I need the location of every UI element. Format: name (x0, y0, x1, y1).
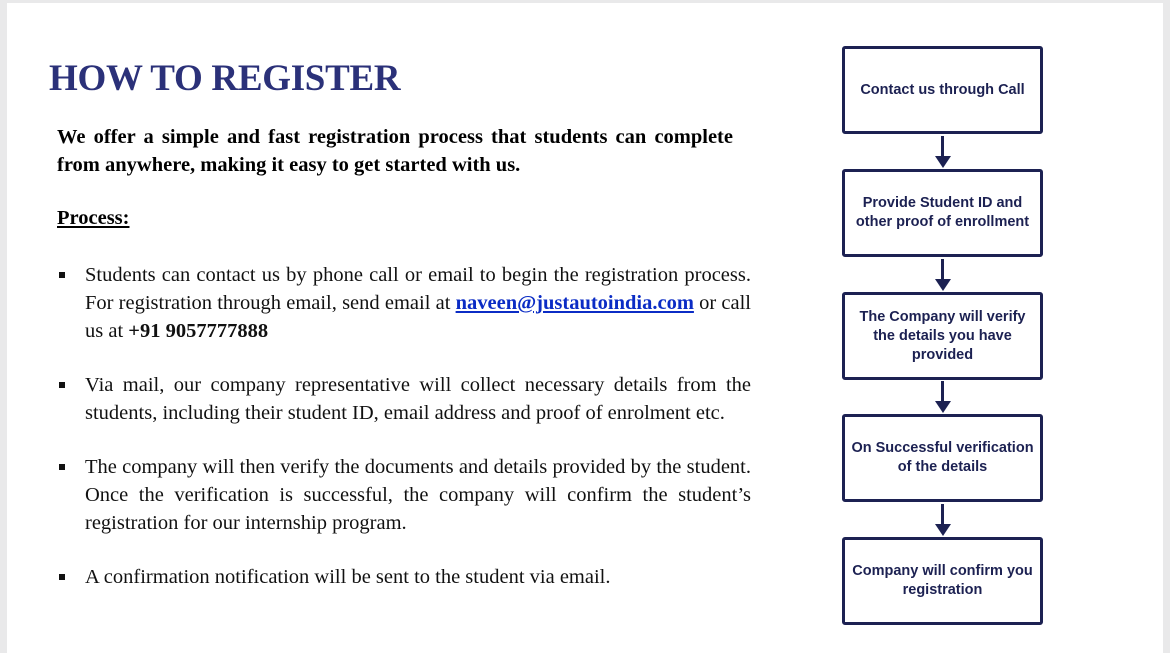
phone-number: +91 9057777888 (128, 320, 269, 342)
registration-flowchart (7, 3, 1163, 653)
down-arrow-icon (933, 381, 953, 415)
flow-step-contact: Contact us through Call (842, 46, 1043, 134)
bullet-text: Students can contact us by phone call or email to begin the registration process. For registration through email, send email at (85, 264, 751, 314)
down-arrow-icon (933, 136, 953, 170)
process-heading: Process: (57, 207, 130, 229)
bullet-text: or call us at (85, 292, 751, 342)
bullet-text: The company will then verify the documents and details provided by the student. Once the verification is successful, the company will confirm the student’s registration for our internship program. (85, 456, 751, 534)
flow-step-successful: On Successful verification of the details (842, 414, 1043, 502)
down-arrow-icon (933, 504, 953, 538)
flow-step-provide-id: Provide Student ID and other proof of enrollment (842, 169, 1043, 257)
down-arrow-icon (933, 259, 953, 293)
bullet-text: A confirmation notification will be sent to the student via email. (85, 566, 611, 588)
page-title: HOW TO REGISTER (49, 58, 401, 99)
flow-step-confirm: Company will confirm you registration (842, 537, 1043, 625)
bullet-text: Via mail, our company representative will collect necessary details from the students, including their student ID, email address and proof of enrolment etc. (85, 374, 751, 424)
flow-step-verify: The Company will verify the details you have provided (842, 292, 1043, 380)
email-link[interactable]: naveen@justautoindia.com (455, 292, 694, 314)
document-page (7, 3, 1163, 653)
intro-paragraph: We offer a simple and fast registration process that students can complete from anywhere, making it easy to get started with us. (57, 126, 733, 176)
